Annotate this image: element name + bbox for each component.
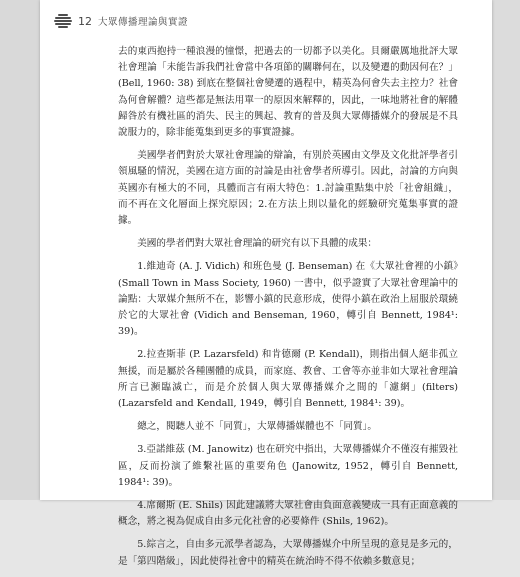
right-margin-shade — [492, 0, 520, 500]
running-title: 大眾傳播理論與實證 — [98, 17, 189, 28]
finding-item-2: 2.拉查斯菲 (P. Lazarsfeld) 和肯德爾 (P. Kendall)，則指出個人絕非孤立無援，而是屬於各種團體的成員，而家庭、教會、工會等亦並非如大眾社會理論所言已瀕臨滅亡，而是介於個人與大眾傳播媒介之間的「濾網」(filters) (Lazarsfeld and Kendall, 1949，轉引自 Bennett, 1984¹: 39)。 — [118, 349, 458, 410]
left-margin-shade — [0, 0, 40, 500]
paragraph-findings-intro: 美國的學者們對大眾社會理論的研究有以下具體的成果： — [137, 238, 378, 250]
page-number: 12 — [78, 14, 92, 28]
body-text — [118, 44, 458, 577]
book-logo-icon — [54, 12, 72, 30]
finding-item-1: 1.維迪奇 (A. J. Vidich) 和班色曼 (J. Benseman) 在《大眾社會裡的小鎮》(Small Town in Mass Society, 1960) 一書中，似乎證實了大眾社會理論中的論點：大眾媒介無所不在，影響小鎮的民意形成，使得小鎮在政治上屈服於環繞於它的大眾社會 (Vidich and Benseman, 1960，轉引自 Bennett, 1984¹: 39)。 — [118, 261, 458, 338]
paragraph-summary: 總之，閱聽人並不「同質」，大眾傳播媒體也不「同質」。 — [137, 421, 378, 433]
finding-item-4: 4.席爾斯 (E. Shils) 因此建議將大眾社會由負面意義變成一具有正面意義的概念，將之視為促成自由多元化社會的必要條件 (Shils, 1962)。 — [118, 500, 458, 528]
page-header — [54, 10, 188, 32]
finding-item-3: 3.亞諾維茲 (M. Janowitz) 也在研究中指出，大眾傳播媒介不僅沒有摧毀社區，反而扮演了維繫社區的重要角色 (Janowitz, 1952，轉引自 Bennett, 1984¹: 39)。 — [118, 444, 458, 488]
paragraph-continued: 去的東西抱持一種浪漫的憧憬，把過去的一切都予以美化。貝爾嚴厲地批評大眾社會理論「未能告訴我們社會當中各項節的關聯何在，以及變遷的動因何在？」(Bell, 1960: 38) 到底在整個社會變遷的過程中，精英為何會失去主控力？社會為何會解體？這些都是無法用單一的原因來解釋的，因此，一味地將社會的解體歸咎於有機社區的消失、民主的興起、教育的普及與大眾傳播媒介的發展是不具說服力的，除非能蒐集到更多的事實證據。 — [118, 46, 458, 139]
paragraph-us-debate: 美國學者們對於大眾社會理論的辯論，有別於英國由文學及文化批評學者引領風騷的情況，美國在這方面的討論是由社會學者所導引。因此，討論的方向與英國亦有極大的不同，具體而言有兩大特色：1.討論重點集中於「社會組織」，而不再在文化層面上探究原因；2.在方法上則以量化的經驗研究蒐集事實的證據。 — [118, 150, 458, 227]
finding-item-5: 5.綜言之，自由多元派學者認為，大眾傳播媒介中所呈現的意見是多元的，是「第四階級」，因此使得社會中的精英在統治時不得不依賴多數意見； — [118, 539, 458, 567]
